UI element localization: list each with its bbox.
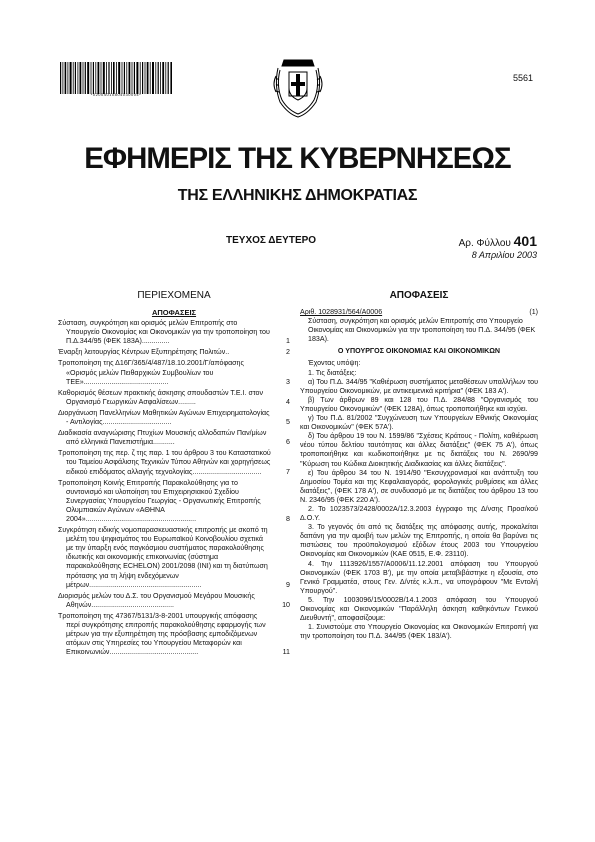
having-regard: Έχοντας υπόψη: bbox=[308, 359, 361, 368]
contents-item bbox=[58, 359, 290, 386]
decision-paragraph: δ) Του άρθρου 19 του Ν. 1599/86 "Σχέσεις Κράτους - Πολίτη, καθιέρωση νέου τύπου δελτίου ταυτότητας και άλλες διατάξεις" (ΦΕΚ 75 Α'), όπως τροποποιήθηκε και κωδικοποιήθηκε με τις διατάξεις του Ν. 2690/99 "Κύρωση του Κώδικα Διοικητικής Διαδικασίας και άλλες διατάξεις". bbox=[300, 432, 538, 468]
page-number: 5561 bbox=[512, 73, 533, 83]
coat-of-arms-icon bbox=[270, 56, 326, 118]
contents-item-page: 2 bbox=[286, 348, 290, 357]
issue-date: 8 Απριλίου 2003 bbox=[471, 250, 537, 260]
contents-item-page: 10 bbox=[282, 600, 290, 609]
contents-item-text: Συγκρότηση ειδικής νομοπαρασκευαστικής επιτροπής με σκοπό τη μελέτη του ψηφισμάτος του Ευρωπαϊκού Κοινοβουλίου σχετικά με την ύπαρξη ενός παγκόσμιου συστήματος παρακολούθησης ιδιωτικής και οικονομικής επικοινωνίας (σύστημα παρακολούθησης ECHELON) 2001/2098 (INI) και τη διατύπωση πρότασης για τη λήψη ενδεχόμενων μέτρων......................................................... bbox=[58, 526, 268, 589]
contents-item-page: 5 bbox=[286, 418, 290, 427]
decision-paragraph: ε) Του άρθρου 34 του Ν. 1914/90 "Εκσυγχρονισμοί και ανάπτυξη του Δημοσίου Τομέα και της Κεφαλαιαγοράς, φορολογικές ρυθμίσεις και άλλες διατάξεις", (ΦΕΚ 178 Α'), σε συνδυασμό με τις διατάξεις του άρθρου 13 του Ν. 2346/95 (ΦΕΚ 220 Α'). bbox=[300, 468, 538, 504]
decisions-heading: ΑΠΟΦΑΣΕΙΣ bbox=[389, 290, 449, 301]
contents-item-page: 11 bbox=[282, 648, 290, 657]
decision-paragraph: 1. Συνιστούμε στο Υπουργείο Οικονομίας και Οικονομικών Επιτροπή για την τροποποίηση του Π.Δ. 344/95 (ΦΕΚ 183/Α'). bbox=[300, 623, 538, 641]
contents-list bbox=[58, 319, 290, 657]
contents-item-page: 6 bbox=[286, 438, 290, 447]
contents-item-text: Τροποποίηση της 47367/5131/3-8-2001 υπουργικής απόφασης περί συγκρότησης επιτροπής παρακολούθησης εφαρμογής των μέτρων για την εξυπηρέτηση της πρόσβασης εμποδιζόμενων ατόμων στις Υπηρεσίες του Υπουργείου Μεταφορών και Επικοινωνιών............................................. bbox=[58, 611, 266, 657]
contents-item-text: Τροποποίηση Κοινής Επιτροπής Παρακολούθησης για το συντονισμό και υλοποίηση του Επιχειρησιακού Σχεδίου Συνεργασίας Υπουργείου Γεωργίας - Οργανωτικής Επιτροπής Ολυμπιακών Αγώνων «ΑΘΗΝΑ 2004»........................................................ bbox=[58, 478, 261, 523]
contents-item-page: 1 bbox=[286, 337, 290, 346]
minister-heading: Ο ΥΠΟΥΡΓΟΣ ΟΙΚΟΝΟΜΙΑΣ ΚΑΙ ΟΙΚΟΝΟΜΙΚΩΝ bbox=[337, 347, 501, 356]
sheet-number bbox=[459, 233, 537, 249]
contents-item bbox=[58, 389, 290, 407]
decision-reference-line bbox=[300, 308, 538, 317]
contents-item-page: 3 bbox=[286, 377, 290, 386]
contents-item-text: Διορισμός μελών του Δ.Σ. του Οργανισμού Μεγάρου Μουσικής Αθηνών.......................................... bbox=[58, 591, 255, 609]
decision-paragraph: 2. Το 1023573/2428/0002Α/12.3.2003 έγγραφο της Δ/νσης Προσ/κού Δ.Ο.Υ. bbox=[300, 504, 538, 523]
contents-item-text: Διαδικασία αναγνώρισης Πτυχίων Μουσικής αλλοδαπών Παν/μίων από ελληνικά Πανεπιστήμια........... bbox=[58, 429, 267, 447]
contents-item-text: Τροποποίηση της περ. ζ της παρ. 1 του άρθρου 3 του Καταστατικού του Ταμείου Ασφάλισης Τεχνικών Τύπου Αθηνών και χορηγήσεως ειδικού επιδόματος αλλαγής τεχνολογίας................................... bbox=[58, 449, 271, 476]
contents-item bbox=[58, 449, 290, 476]
contents-item bbox=[58, 348, 290, 357]
contents-item-text: Καθορισμός θέσεων πρακτικής άσκησης σπουδαστών Τ.Ε.Ι. στον Οργανισμό Γεωργικών Ασφαλίσεων......... bbox=[58, 388, 264, 406]
decisions-column bbox=[300, 290, 538, 641]
contents-item bbox=[58, 319, 290, 346]
gazette-title: ΕΦΗΜΕΡΙΣ ΤΗΣ ΚΥΒΕΡΝΗΣΕΩΣ bbox=[84, 142, 511, 175]
contents-item bbox=[58, 592, 290, 610]
barcode bbox=[60, 62, 172, 94]
contents-item-text: Έναρξη λειτουργίας Κέντρων Εξυπηρέτησης Πολιτών.. bbox=[58, 348, 230, 357]
decision-paragraph: 5. Την 1003096/15/0002Β/14.1.2003 απόφαση του Υπουργού Οικονομίας και Οικονομικών "Παράλληλη άσκηση καθηκόντων Γενικού Διευθυντή", αποφασίζουμε: bbox=[300, 595, 538, 623]
issue-label: ΤΕΥΧΟΣ ΔΕΥΤΕΡΟ bbox=[226, 235, 317, 246]
decision-reference: Αριθ. 1028931/564/Α0006 bbox=[300, 308, 383, 316]
sheet-value: 401 bbox=[513, 233, 537, 249]
contents-section-heading: ΑΠΟΦΑΣΕΙΣ bbox=[151, 308, 197, 317]
contents-item-page: 8 bbox=[286, 514, 290, 523]
contents-item-text: Διοργάνωση Πανελληνίων Μαθητικών Αγώνων Επιχειρηματολογίας - Αντιλογίας................................... bbox=[58, 408, 270, 427]
contents-item-text: Σύσταση, συγκρότηση και ορισμός μελών Επιτροπής στο Υπουργείο Οικονομίας και Οικονομικών για την τροποποίηση του Π.Δ.344/95 (ΦΕΚ 183Α).............. bbox=[58, 319, 270, 346]
contents-item-page: 7 bbox=[286, 467, 290, 476]
contents-item bbox=[58, 526, 290, 590]
barcode-number: *02004010804030004* bbox=[90, 92, 142, 97]
contents-item-page: 4 bbox=[286, 397, 290, 406]
contents-column bbox=[58, 290, 290, 659]
contents-heading: ΠΕΡΙΕΧΟΜΕΝΑ bbox=[137, 290, 211, 301]
decision-paragraph: 3. Το γεγονός ότι από τις διατάξεις της απόφασης αυτής, προκαλείται δαπάνη για την αμοιβή των μελών της Επιτροπής, η οποία θα βαρύνει τις πιστώσεις του προϋπολογισμού εξόδων έτους 2003 του Υπουργείου Οικονομίας και Οικονομικών (ΚΑΕ 0515, Ε.Φ. 23110). bbox=[300, 523, 538, 559]
contents-item-page: 9 bbox=[286, 580, 290, 589]
gazette-subtitle: ΤΗΣ ΕΛΛΗΝΙΚΗΣ ΔΗΜΟΚΡΑΤΙΑΣ bbox=[177, 187, 418, 204]
contents-item bbox=[58, 409, 290, 427]
contents-item bbox=[58, 429, 290, 447]
contents-item bbox=[58, 612, 290, 657]
decision-paragraph: γ) Του Π.Δ. 81/2002 "Συγχώνευση των Υπουργείων Εθνικής Οικονομίας και Οικονομικών" (ΦΕΚ 57Α'). bbox=[300, 414, 538, 432]
contents-item-text: Τροποποίηση της Δ16Γ/365/4/487/18.10.2001/Γ/απόφασης «Ορισμός μελών Πειθαρχικών Συμβουλίων του ΤΕΕ»........................................... bbox=[58, 359, 244, 386]
provisions-intro: 1. Τις διατάξεις: bbox=[308, 368, 357, 377]
decision-title: Σύσταση, συγκρότηση και ορισμός μελών Επιτροπής στο Υπουργείο Οικονομίας και Οικονομικών για την τροποποίηση του Π.Δ. 344/95 (ΦΕΚ 183Α). bbox=[308, 317, 536, 344]
contents-item bbox=[58, 479, 290, 524]
decision-number: (1) bbox=[529, 308, 538, 316]
decision-paragraph: 4. Την 1113926/1557/Α0006/11.12.2001 απόφαση του Υπουργού Οικονομικών (ΦΕΚ 1703 Β'), με την οποία μεταβιβάστηκε η εξουσία, στο Γενικό Γραμματέα, στους Γεν. Δ/ντές κ.λ.π., να υπογράφουν "Με Εντολή Υπουργού". bbox=[300, 559, 538, 595]
sheet-label: Αρ. Φύλλου bbox=[458, 238, 511, 249]
decision-paragraph: α) Του Π.Δ. 344/95 "Καθιέρωση συστήματος μεταθέσεων υπαλλήλων του Υπουργείου Οικονομικών, με αντικειμενικά κριτήρια" (ΦΕΚ 183 Α'). bbox=[300, 377, 538, 395]
decision-paragraph: β) Των άρθρων 89 και 128 του Π.Δ. 284/88 "Οργανισμός του Υπουργείου Οικονομικών" (ΦΕΚ 128Α), όπως τροποποιήθηκε και ισχύει. bbox=[300, 395, 538, 413]
